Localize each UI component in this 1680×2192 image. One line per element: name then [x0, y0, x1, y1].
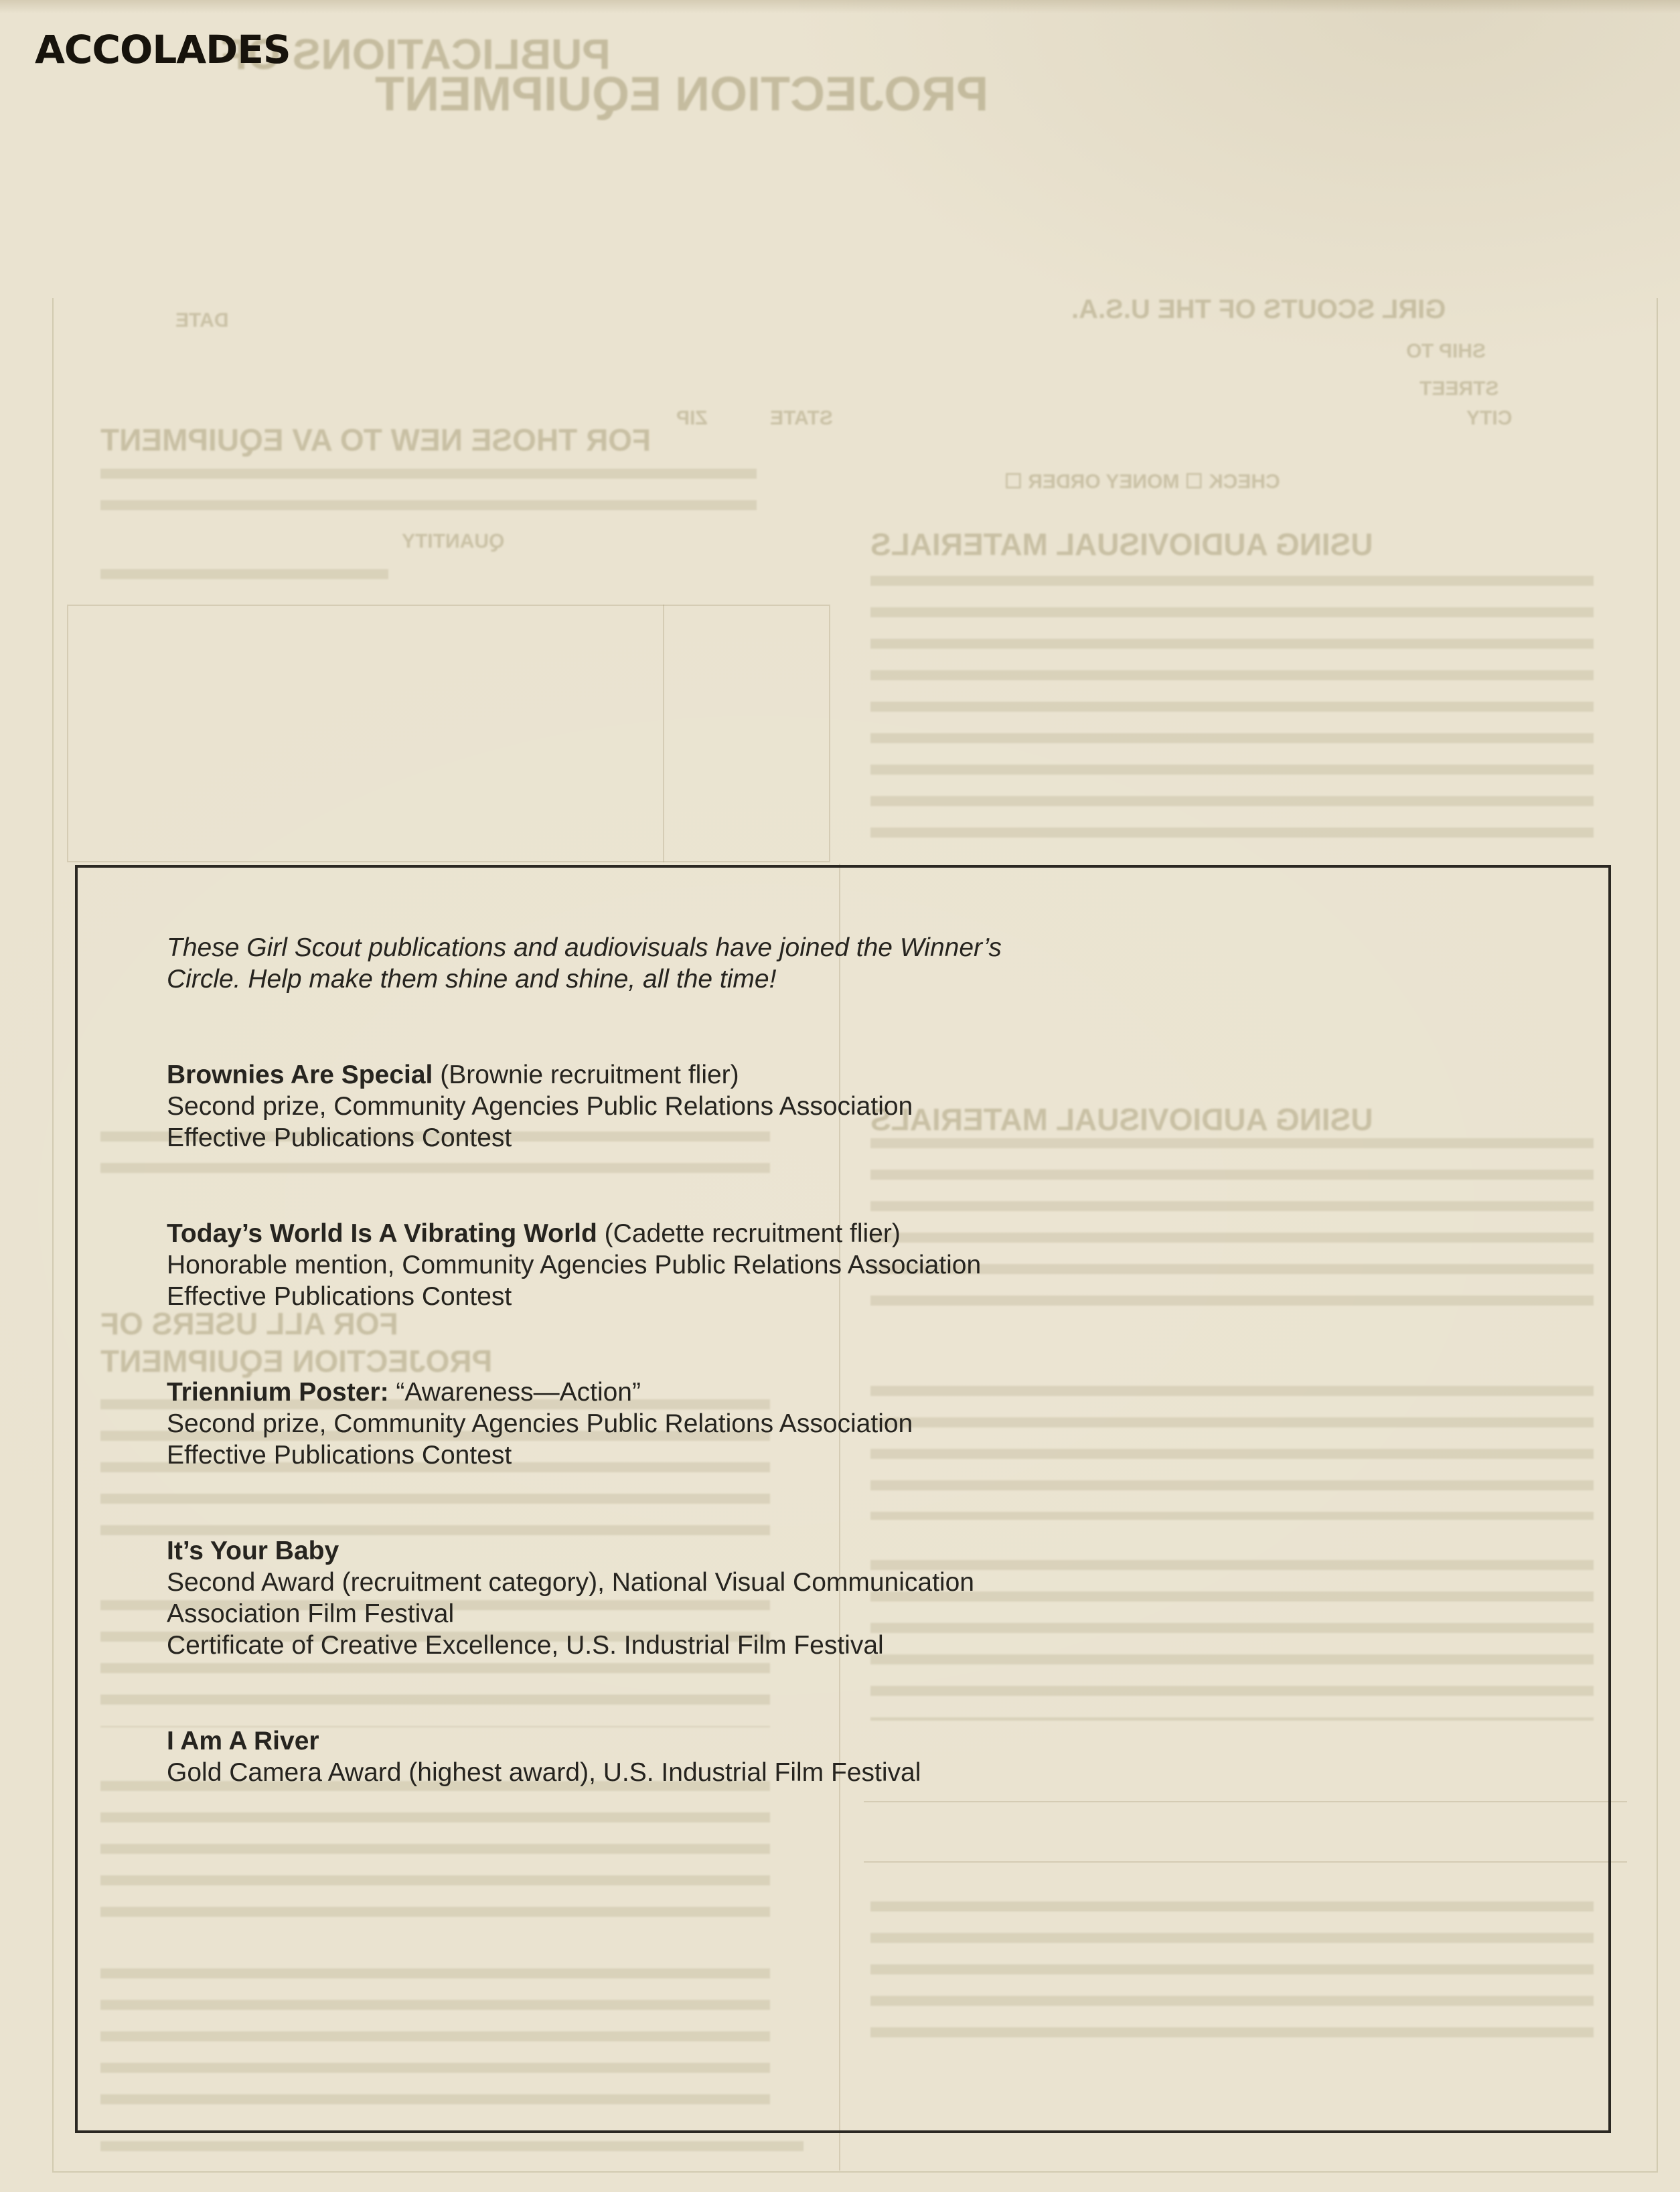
bleed-date-label: DATE	[175, 309, 229, 331]
entry-title: Brownies Are Special	[167, 1061, 433, 1089]
entry-award-line: Effective Publications Contest	[167, 1123, 512, 1152]
ghost-table-divider	[663, 605, 664, 862]
entry-subtitle: (Brownie recruitment flier)	[433, 1061, 739, 1089]
bleed-girl-scouts-heading: GIRL SCOUTS OF THE U.S.A.	[1071, 295, 1446, 324]
entry-title-row	[167, 1218, 1528, 1249]
intro-line-2: Circle. Help make them shine and shine, all the time!	[167, 965, 777, 994]
awards-panel	[75, 865, 1611, 2133]
intro-text	[167, 932, 1528, 995]
bleed-for-those-new-heading: FOR THOSE NEW TO AV EQUIPMENT	[100, 422, 652, 457]
entry-award-line: Effective Publications Contest	[167, 1282, 512, 1311]
entry-award-line: Gold Camera Award (highest award), U.S. Industrial Film Festival	[167, 1758, 921, 1787]
bleed-using-av-heading-1: USING AUDIOVISUAL MATERIALS	[870, 527, 1373, 562]
entry-title: Today’s World Is A Vibrating World	[167, 1219, 597, 1248]
bleed-using-av-heading-2: USING AUDIOVISUAL MATERIALS	[870, 1102, 1373, 1137]
award-entry-i-am-a-river	[167, 1725, 1528, 1788]
entry-award-line: Second prize, Community Agencies Public Relations Association	[167, 1409, 913, 1438]
entry-title-row	[167, 1535, 1528, 1567]
bleed-projection-equipment-2: PROJECTION EQUIPMENT	[100, 1344, 493, 1379]
entry-award-line: Effective Publications Contest	[167, 1441, 512, 1470]
bleed-for-all-users-heading: FOR ALL USERS OF	[100, 1306, 398, 1341]
entry-title-row	[167, 1059, 1528, 1091]
bleed-check-money-order: CHECK ☐ MONEY ORDER ☐	[1004, 471, 1280, 493]
entry-title-row	[167, 1377, 1528, 1408]
award-entry-vibrating-world	[167, 1218, 1528, 1312]
award-entry-its-your-baby	[167, 1535, 1528, 1661]
ghost-text-lines	[100, 469, 757, 522]
entry-title: It’s Your Baby	[167, 1537, 339, 1565]
bleed-city-label: CITY	[1466, 407, 1513, 429]
award-entry-triennium-poster	[167, 1377, 1528, 1471]
bleed-quantity-label: QUANTITY	[402, 530, 505, 552]
entry-award-line: Certificate of Creative Excellence, U.S. Industrial Film Festival	[167, 1631, 884, 1660]
entry-award-line: Second Award (recruitment category), National Visual Communication	[167, 1568, 974, 1597]
accolades-logo: ACCOLADES	[35, 27, 291, 72]
entry-title: Triennium Poster:	[167, 1378, 389, 1407]
entry-subtitle: “Awareness—Action”	[388, 1378, 641, 1407]
entry-title: I Am A River	[167, 1727, 319, 1755]
bleed-zip-label: ZIP	[676, 407, 708, 429]
award-entry-brownies	[167, 1059, 1528, 1154]
entry-subtitle: (Cadette recruitment flier)	[597, 1219, 901, 1248]
ghost-order-table	[67, 605, 830, 862]
ghost-text-lines	[100, 2141, 804, 2168]
entry-award-line: Second prize, Community Agencies Public Relations Association	[167, 1092, 913, 1121]
ghost-text-lines	[870, 576, 1594, 844]
bleed-state-label: STATE	[770, 407, 833, 429]
entry-award-line: Association Film Festival	[167, 1599, 455, 1628]
bleed-publications-title: PUBLICATIONS OF	[221, 30, 611, 78]
ghost-text-lines	[100, 569, 388, 596]
bleed-street-label: STREET	[1420, 378, 1499, 400]
bleed-ship-to-label: SHIP TO	[1406, 340, 1486, 362]
entry-title-row	[167, 1725, 1528, 1757]
entry-award-line: Honorable mention, Community Agencies Public Relations Association	[167, 1251, 982, 1279]
bleed-projection-equipment-title: PROJECTION EQUIPMENT	[375, 68, 989, 121]
intro-line-1: These Girl Scout publications and audiovisuals have joined the Winner’s	[167, 933, 1002, 962]
